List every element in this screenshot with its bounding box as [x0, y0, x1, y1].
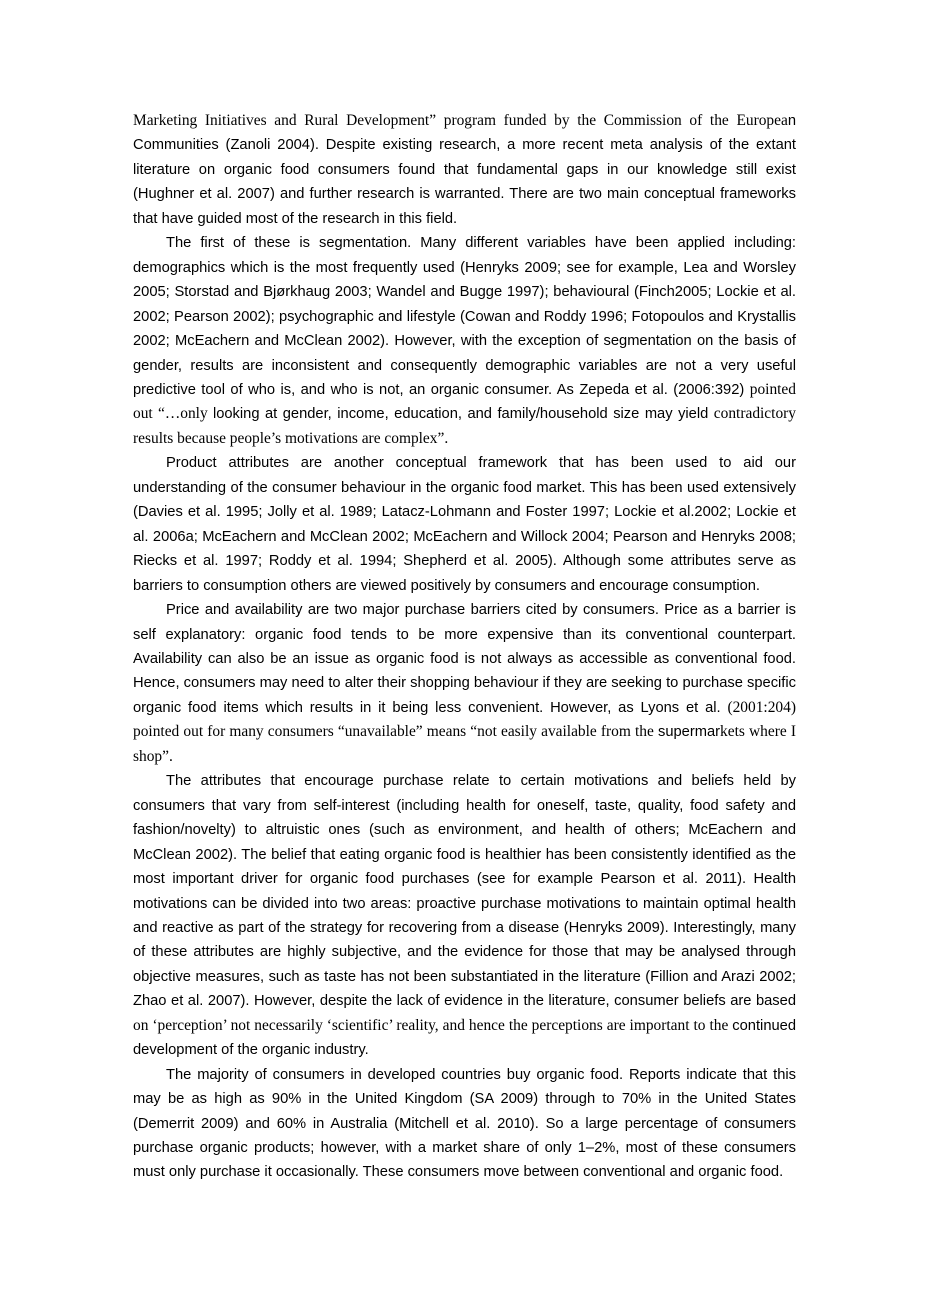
text-run-sans: Price and availability are two major purchase barriers cited by consumers. Price as a barrier is self explanatory: organic food tends to be more expensive than its conventional counterpart. Availability can also be an issue as organic food is not always as accessible as conventional food. Hence, consumers may need to alter their shopping behaviour if they are seeking to purchase specific organic food items which results in it being less convenient. However, as Lyons et al. — [133, 602, 796, 716]
text-run-serif: (2001:204) pointed out for many consumers “unavailable” means “not easily available from the — [133, 698, 796, 741]
paragraph — [133, 598, 796, 769]
text-run-serif: contradictory results because people’s motivations are complex”. — [133, 405, 796, 447]
text-run-sans: supermar — [658, 724, 721, 741]
text-run-sans: continued development of the organic industry. — [133, 1017, 796, 1059]
text-run-sans: n Communities (Zanoli 2004). Despite existing research, a more recent meta analysis of the extant literature on organic food consumers found that fundamental gaps in our knowledge still exist (Hughner et al. 2007) and further research is warranted. There are two main conceptual frameworks that have guided most of the research in this field. — [133, 113, 796, 227]
paragraph — [133, 1063, 796, 1185]
text-block — [133, 109, 796, 1185]
text-run-serif: kets where I shop”. — [133, 723, 796, 765]
paragraph — [133, 109, 796, 231]
text-run-serif: on ‘perception’ not necessarily ‘scientific’ reality, and hence the perceptions are important to the — [133, 1016, 733, 1034]
text-run-sans: Product attributes are another conceptual framework that has been used to aid our understanding of the consumer behaviour in the organic food market. This has been used extensively (Davies et al. 1995; Jolly et al. 1989; Latacz-Lohmann and Foster 1997; Lockie et al.2002; Lockie et al. 2006a; McEachern and McClean 2002; McEachern and Willock 2004; Pearson and Henryks 2008; Riecks et al. 1997; Roddy et al. 1994; Shepherd et al. 2005). Although some attributes serve as barriers to consumption others are viewed positively by consumers and encourage consumption. — [133, 455, 796, 594]
text-run-serif: pointed out “…only — [133, 380, 796, 423]
text-run-serif: Marketing Initiatives and Rural Development” program funded by the Commission of the Europea — [133, 112, 788, 129]
paragraph — [133, 451, 796, 598]
text-run-sans: looking at gender, income, education, and family/household size may yield — [212, 406, 714, 423]
text-run-sans: The first of these is segmentation. Many different variables have been applied including: demographics which is the most frequently used (Henryks 2009; see for example, Lea and Worsley 2005; Storstad and Bjørkhaug 2003; Wandel and Bugge 1997); behavioural (Finch2005; Lockie et al. 2002; Pearson 2002); psychographic and lifestyle (Cowan and Roddy 1996; Fotopoulos and Krystallis 2002; McEachern and McClean 2002). However, with the exception of segmentation on the basis of gender, results are inconsistent and consequently demographic variables are not a very useful predictive tool of who is, and who is not, an organic consumer. As Zepeda et al. (2006:392) — [133, 235, 796, 398]
text-run-sans: The majority of consumers in developed countries buy organic food. Reports indicate that this may be as high as 90% in the United Kingdom (SA 2009) through to 70% in the United States (Demerrit 2009) and 60% in Australia (Mitchell et al. 2010). So a large percentage of consumers purchase organic products; however, with a market share of only 1–2%, most of these consumers must only purchase it occasionally. These consumers move between conventional and organic food. — [133, 1066, 796, 1181]
paragraph — [133, 769, 796, 1062]
text-run-sans: The attributes that encourage purchase relate to certain motivations and beliefs held by consumers that vary from self-interest (including health for oneself, taste, quality, food safety and fashion/novelty) to altruistic ones (such as environment, and health of others; McEachern and McClean 2002). The belief that eating organic food is healthier has been consistently identified as the most important driver for organic food purchases (see for example Pearson et al. 2011). Health motivations can be divided into two areas: proactive purchase motivations to maintain optimal health and reactive as part of the strategy for recovering from a disease (Henryks 2009). Interestingly, many of these attributes are highly subjective, and the evidence for those that may be analysed through objective measures, such as taste has not been substantiated in the literature (Fillion and Arazi 2002; Zhao et al. 2007). However, despite the lack of evidence in the literature, consumer beliefs are based — [133, 773, 796, 1010]
paragraph — [133, 231, 796, 451]
